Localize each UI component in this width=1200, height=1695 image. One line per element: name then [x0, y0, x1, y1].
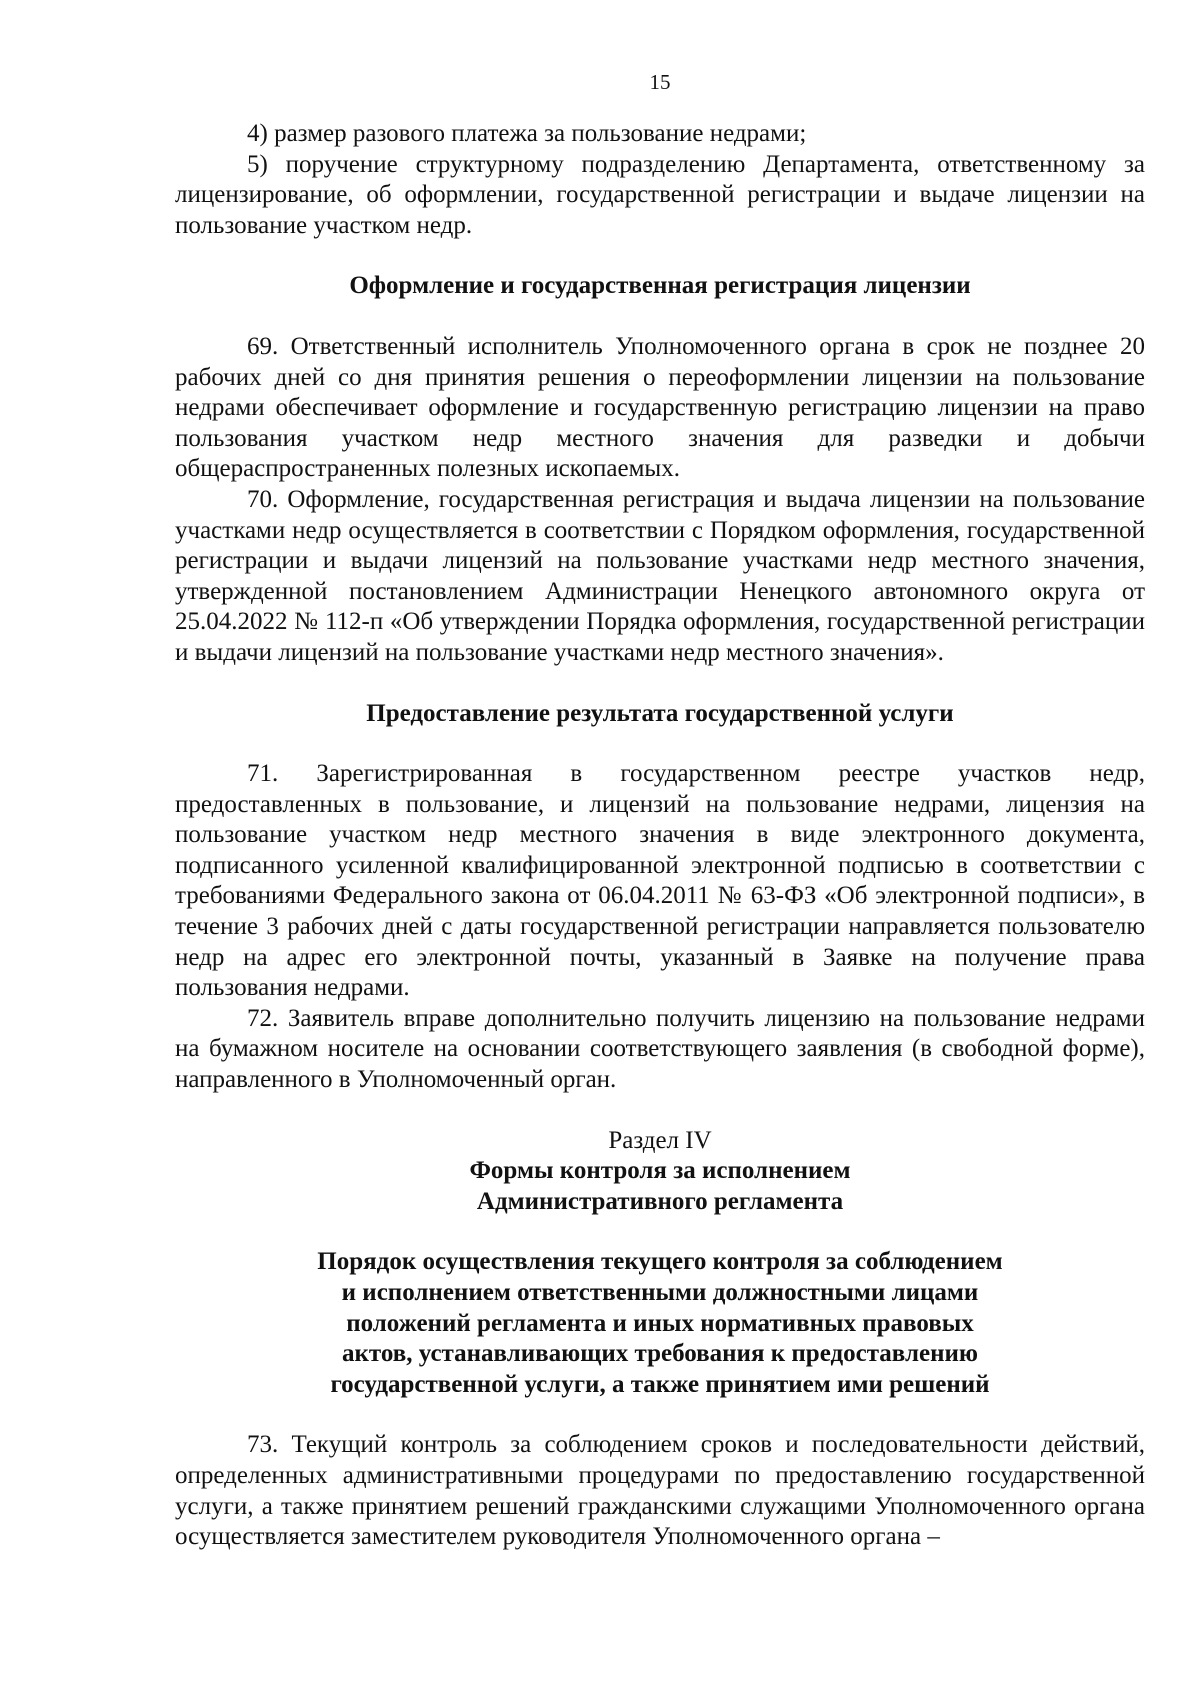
paragraph-item-4: 4) размер разового платежа за пользование недрами;	[247, 120, 807, 147]
heading-service-result: Предоставление результата государственной услуги	[366, 699, 954, 727]
paragraph-72: 72. Заявитель вправе дополнительно получить лицензию на пользование недрами на бумажном носителе на основании соответствующего заявления (в свободной форме), направленного в Уполномоченный орган.	[175, 1004, 1145, 1094]
paragraph-70: 70. Оформление, государственная регистрация и выдача лицензии на пользование участками недр осуществляется в соответствии с Порядком оформления, государственной регистрации и выдачи лицензий на пользование участками недр местного значения, утвержденной постановлением Администрации Ненецкого автономного округа от 25.04.2022 № 112-п «Об утверждении Порядка оформления, государственной регистрации и выдачи лицензий на пользование участками недр местного значения».	[175, 485, 1145, 666]
section-heading-line-1: Формы контроля за исполнением	[469, 1157, 851, 1185]
paragraph-69: 69. Ответственный исполнитель Уполномоченного органа в срок не позднее 20 рабочих дней со дня принятия решения о переоформлении лицензии на пользование недрами обеспечивает оформление и государственную регистрацию лицензии на право пользования участком недр местного значения для разведки и добычи общераспространенных полезных ископаемых.	[175, 332, 1145, 483]
document-body	[175, 119, 1145, 1553]
paragraph-item-5: 5) поручение структурному подразделению Департамента, ответственному за лицензирование, об оформлении, государственной регистрации и выдаче лицензии на пользование участком недр.	[175, 150, 1145, 239]
page-number: 15	[649, 70, 671, 94]
paragraph-71: 71. Зарегистрированная в государственном реестре участков недр, предоставленных в пользование, и лицензий на пользование недрами, лицензия на пользование участком недр местного значения в виде электронного документа, подписанного усиленной квалифицированной электронной подписью в соответствии с требованиями Федерального закона от 06.04.2011 № 63-ФЗ «Об электронной подписи», в течение 3 рабочих дней с даты государственной регистрации направляется пользователю недр на адрес его электронной почты, указанный в Заявке на получение права пользования недрами.	[175, 760, 1145, 1002]
heading-license-registration: Оформление и государственная регистрация лицензии	[349, 272, 971, 300]
section-title: Раздел IV	[608, 1126, 712, 1154]
section-heading-line-2: Административного регламента	[476, 1187, 844, 1215]
control-heading-line-2: и исполнением ответственными должностными лицами	[341, 1279, 979, 1306]
control-heading-line-3: положений регламента и иных нормативных правовых	[346, 1309, 974, 1337]
control-heading-line-1: Порядок осуществления текущего контроля за соблюдением	[317, 1248, 1003, 1276]
control-heading	[175, 1247, 1145, 1400]
control-heading-line-5: государственной услуги, а также принятием ими решений	[330, 1370, 990, 1398]
paragraph-73: 73. Текущий контроль за соблюдением сроков и последовательности действий, определенных административными процедурами по предоставлению государственной услуги, а также принятием решений гражданскими служащими Уполномоченного органа осуществляется заместителем руководителя Уполномоченного органа –	[175, 1431, 1145, 1551]
control-heading-line-4: актов, устанавливающих требования к предоставлению	[342, 1340, 978, 1368]
